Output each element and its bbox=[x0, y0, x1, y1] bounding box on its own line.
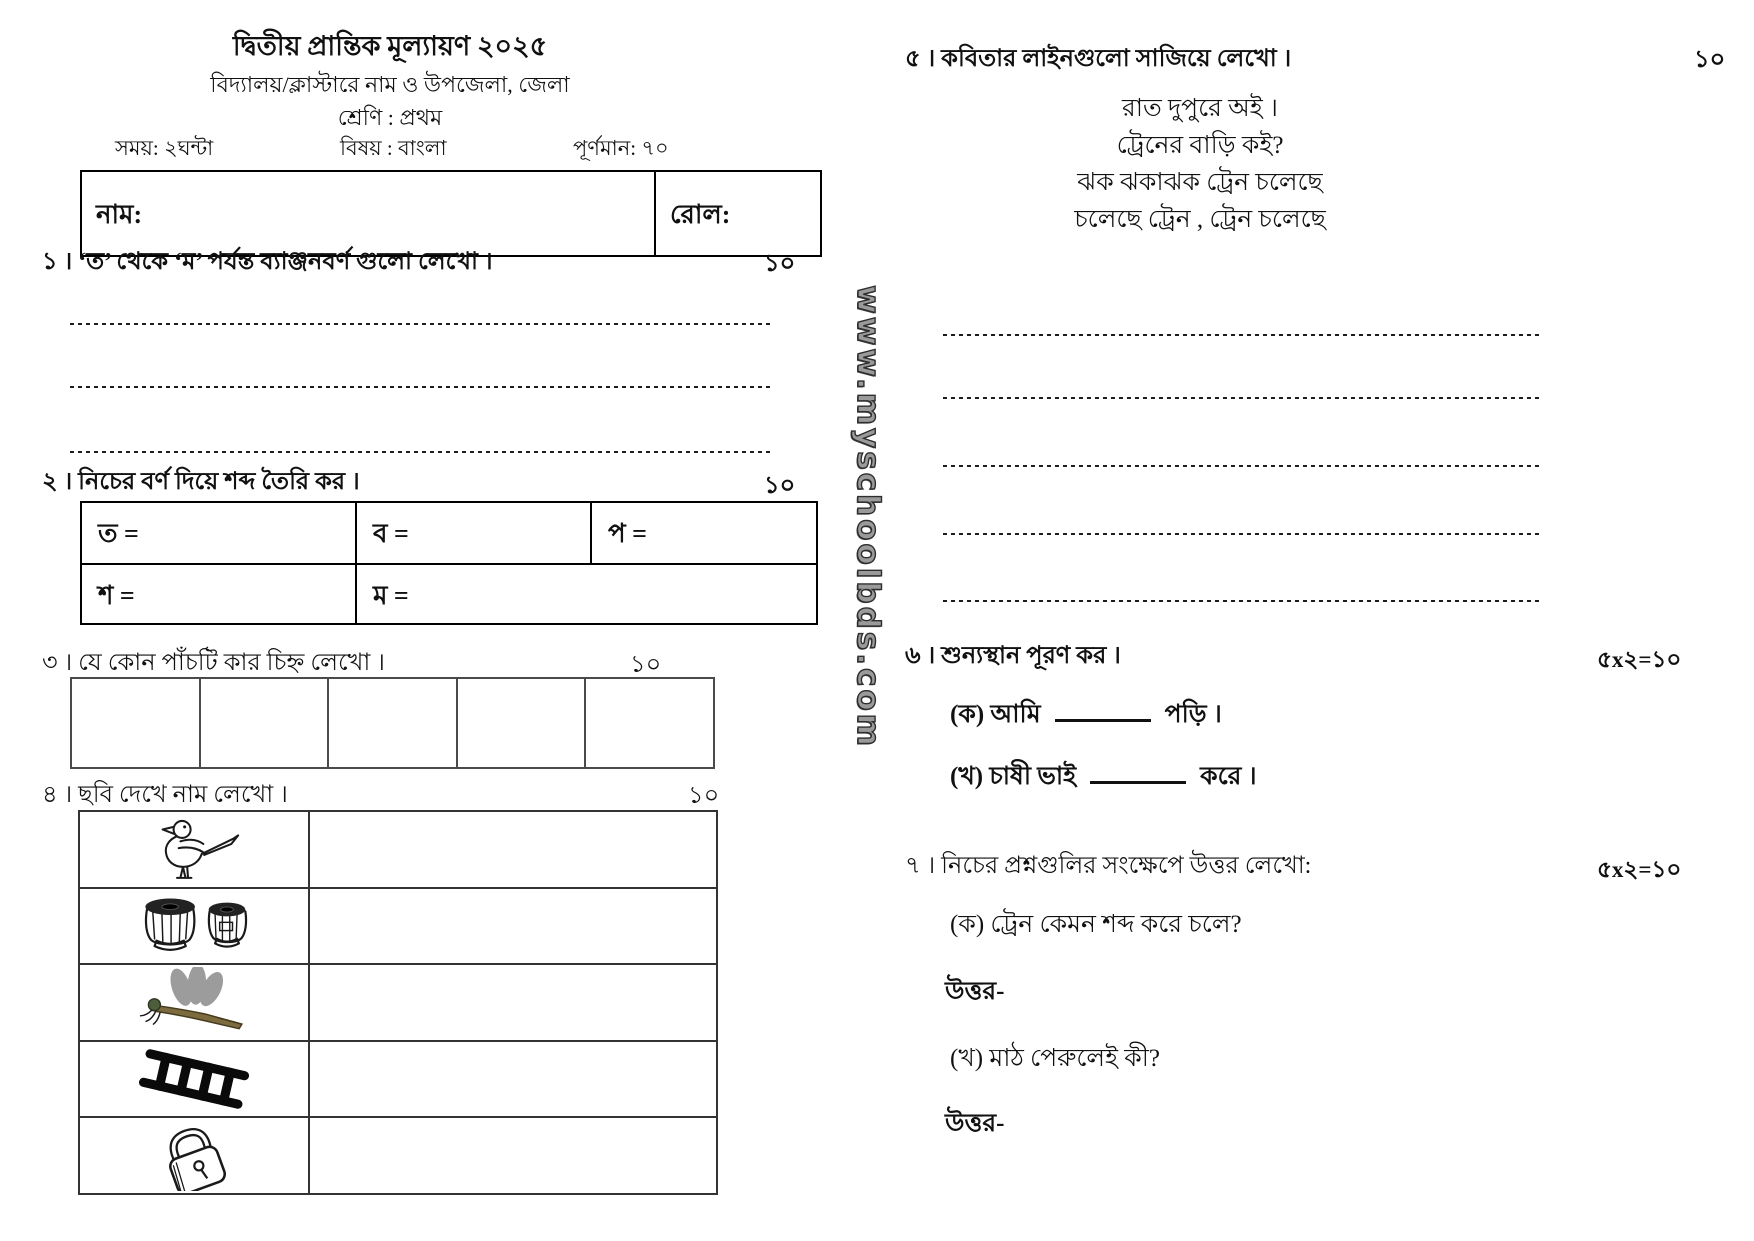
question-4-marks: ১০ bbox=[688, 783, 720, 809]
question-2-marks: ১০ bbox=[764, 473, 796, 499]
poem-line: চলেছে ট্রেন , ট্রেন চলেছে bbox=[1074, 206, 1326, 233]
question-3-marks: ১০ bbox=[630, 652, 662, 678]
table-row bbox=[80, 1118, 716, 1193]
question-6-marks: ৫x২=১০ bbox=[1597, 647, 1682, 672]
q2-cell-pa[interactable]: প = bbox=[608, 519, 647, 548]
q1-answer-line[interactable] bbox=[70, 450, 772, 453]
bird-image bbox=[80, 812, 310, 887]
full-marks-label: পূর্ণমান: ৭০ bbox=[573, 136, 669, 160]
q2-word-table bbox=[80, 501, 818, 625]
q2-cell-ba[interactable]: ব = bbox=[357, 503, 592, 563]
q4-answer-cell[interactable] bbox=[310, 965, 716, 1040]
question-6-label: ৬ । শুন্যস্থান পূরণ কর । bbox=[905, 643, 1121, 669]
q2-cell-sha[interactable]: শ = bbox=[82, 565, 357, 623]
watermark: www.myschoolbds.com bbox=[850, 285, 886, 749]
question-1-marks: ১০ bbox=[764, 251, 796, 277]
q6-item-kha bbox=[950, 756, 1257, 799]
subject-label: বিষয় : বাংলা bbox=[340, 136, 447, 160]
poem-line: রাত দুপুরে অই । bbox=[1121, 95, 1278, 122]
table-row bbox=[80, 1042, 716, 1119]
q7-sub-question-ka: (ক) ট্রেন কেমন শব্দ করে চলে? bbox=[950, 911, 1242, 938]
q3-kar-boxes bbox=[70, 677, 715, 769]
page-title: দ্বিতীয় প্রান্তিক মূল্যায়ণ ২০২৫ bbox=[232, 31, 548, 61]
q6-item-prefix: (খ) চাষী ভাই bbox=[950, 763, 1077, 790]
q2-cell-ta[interactable]: ত = bbox=[82, 503, 357, 563]
q7-sub-question-kha: (খ) মাঠ পেরুলেই কী? bbox=[950, 1045, 1161, 1072]
q5-answer-line[interactable] bbox=[943, 396, 1543, 399]
roll-label: রোল: bbox=[670, 200, 731, 229]
q5-answer-line[interactable] bbox=[943, 599, 1543, 602]
question-3-label: ৩ । যে কোন পাঁচটি কার চিহ্ন লেখো । bbox=[42, 650, 385, 676]
question-5-marks: ১০ bbox=[1694, 47, 1726, 73]
time-label: সময়: ২ঘন্টা bbox=[115, 136, 214, 160]
question-1-label: ১ । ‘ত’ থেকে ‘ম’ পর্যন্ত ব্যাঞ্জনবর্ণ গুলো লেখো । bbox=[42, 249, 493, 275]
question-2-label: ২ । নিচের বর্ণ দিয়ে শব্দ তৈরি কর । bbox=[42, 469, 360, 495]
q3-box[interactable] bbox=[458, 679, 587, 767]
table-row bbox=[80, 889, 716, 966]
poem-block bbox=[990, 90, 1410, 238]
q4-answer-cell[interactable] bbox=[310, 1118, 716, 1193]
q6-item-ka bbox=[950, 694, 1222, 737]
q2-cell-ma[interactable]: ম = bbox=[373, 581, 409, 610]
padlock-image bbox=[80, 1118, 310, 1193]
poem-line: ট্রেনের বাড়ি কই? bbox=[1116, 132, 1284, 159]
q1-answer-line[interactable] bbox=[70, 322, 772, 325]
q3-box[interactable] bbox=[201, 679, 330, 767]
question-4-label: ৪ । ছবি দেখে নাম লেখো । bbox=[42, 782, 288, 808]
q4-picture-table bbox=[78, 810, 718, 1195]
q6-item-suffix: পড়ি । bbox=[1164, 701, 1222, 728]
q6-item-prefix: (ক) আমি bbox=[950, 701, 1041, 728]
q5-answer-line[interactable] bbox=[943, 532, 1543, 535]
q4-answer-cell[interactable] bbox=[310, 889, 716, 964]
fill-in-blank[interactable] bbox=[1055, 699, 1151, 722]
class-line: শ্রেণি : প্রথম bbox=[337, 105, 443, 130]
q3-box[interactable] bbox=[329, 679, 458, 767]
table-row bbox=[80, 812, 716, 889]
name-label: নাম: bbox=[96, 200, 143, 229]
q5-answer-line[interactable] bbox=[943, 464, 1543, 467]
q6-item-suffix: করে । bbox=[1200, 763, 1257, 790]
q4-answer-cell[interactable] bbox=[310, 1042, 716, 1117]
q3-box[interactable] bbox=[586, 679, 713, 767]
table-row bbox=[80, 965, 716, 1042]
fill-in-blank[interactable] bbox=[1090, 761, 1186, 784]
poem-line: ঝক ঝকাঝক ট্রেন চলেছে bbox=[1077, 169, 1323, 196]
answer-label[interactable]: উত্তর- bbox=[945, 1110, 1005, 1137]
answer-label[interactable]: উত্তর- bbox=[945, 978, 1005, 1005]
dragonfly-image bbox=[80, 965, 310, 1040]
school-line: বিদ্যালয়/ক্লাস্টারে নাম ও উপজেলা, জেলা bbox=[210, 72, 570, 97]
q3-box[interactable] bbox=[72, 679, 201, 767]
q4-answer-cell[interactable] bbox=[310, 812, 716, 887]
q1-answer-line[interactable] bbox=[70, 385, 772, 388]
ladder-image bbox=[80, 1042, 310, 1117]
question-5-label: ৫ । কবিতার লাইনগুলো সাজিয়ে লেখো । bbox=[905, 46, 1292, 72]
q5-answer-line[interactable] bbox=[943, 333, 1543, 336]
question-7-label: ৭ । নিচের প্রশ্নগুলির সংক্ষেপে উত্তর লেখো: bbox=[905, 853, 1312, 879]
tabla-image bbox=[80, 889, 310, 964]
roll-field[interactable] bbox=[656, 172, 820, 255]
question-7-marks: ৫x২=১০ bbox=[1597, 857, 1682, 882]
